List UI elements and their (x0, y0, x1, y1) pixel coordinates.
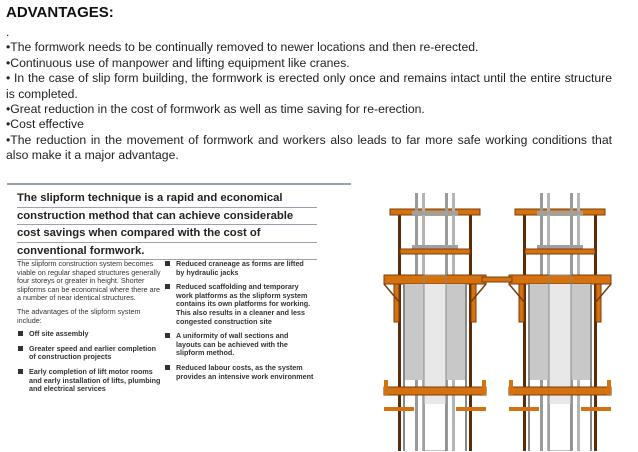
heading-line: construction method that can achieve considerable (17, 208, 317, 226)
slipform-info-panel (7, 183, 351, 451)
panel-advantages-intro: The advantages of the slipform system include: (17, 306, 141, 325)
square-bullet-icon (18, 369, 23, 374)
bullet-list (6, 25, 612, 164)
square-bullet-icon (165, 365, 170, 370)
slide-title: ADVANTAGES: (6, 4, 114, 21)
connecting-platform (482, 277, 512, 282)
panel-left-column (17, 260, 162, 400)
square-bullet-icon (18, 346, 23, 351)
panel-heading (17, 190, 317, 260)
advantage-item: Off site assembly (17, 330, 162, 339)
advantage-item: Greater speed and earlier completion of construction projects (17, 345, 162, 362)
bullet-item: •Great reduction in the cost of formwork as well as time saving for re-erection. (6, 102, 425, 117)
panel-right-column (164, 260, 314, 387)
square-bullet-icon (18, 331, 23, 336)
heading-line: cost savings when compared with the cost of (17, 225, 317, 243)
slipform-tower-left (384, 193, 486, 451)
slipform-diagram (370, 183, 632, 451)
square-bullet-icon (165, 261, 170, 266)
bullet-item: •Cost effective (6, 117, 84, 132)
panel-intro: The slipform construction system becomes viable on regular shaped structures generally four storeys or greater in height. Shorter slipforms can be economical where there are a number of near identical structures. (17, 259, 161, 303)
advantage-item: Reduced scaffolding and temporary work platforms as the slipform system contains its own platforms for working. This also results in a cleaner and less congested construction site (164, 283, 314, 326)
heading-line: conventional formwork. (17, 243, 317, 261)
advantage-item: A uniformity of wall sections and layouts can be achieved with the slipform method. (164, 332, 314, 358)
heading-line: The slipform technique is a rapid and economical (17, 190, 317, 208)
bullet-item: •The reduction in the movement of formwork and workers also leads to far more safe working conditions that also make it a major advantage. (6, 132, 612, 163)
bullet-item: •The formwork needs to be continually removed to newer locations and then re-erected. (6, 40, 479, 55)
slipform-tower-right (509, 193, 611, 451)
bullet-dot: . (6, 25, 10, 39)
square-bullet-icon (165, 333, 170, 338)
square-bullet-icon (165, 284, 170, 289)
advantage-item: Reduced labour costs, as the system provides an intensive work environment (164, 364, 314, 381)
advantage-item: Reduced craneage as forms are lifted by hydraulic jacks (164, 260, 314, 277)
panel-divider (7, 183, 351, 185)
advantage-item: Early completion of lift motor rooms and early installation of lifts, plumbing and electrical services (17, 368, 162, 394)
bullet-item: •Continuous use of manpower and lifting equipment like cranes. (6, 55, 350, 70)
bullet-item: • In the case of slip form building, the formwork is erected only once and remains intact until the entire structure is completed. (6, 71, 612, 101)
